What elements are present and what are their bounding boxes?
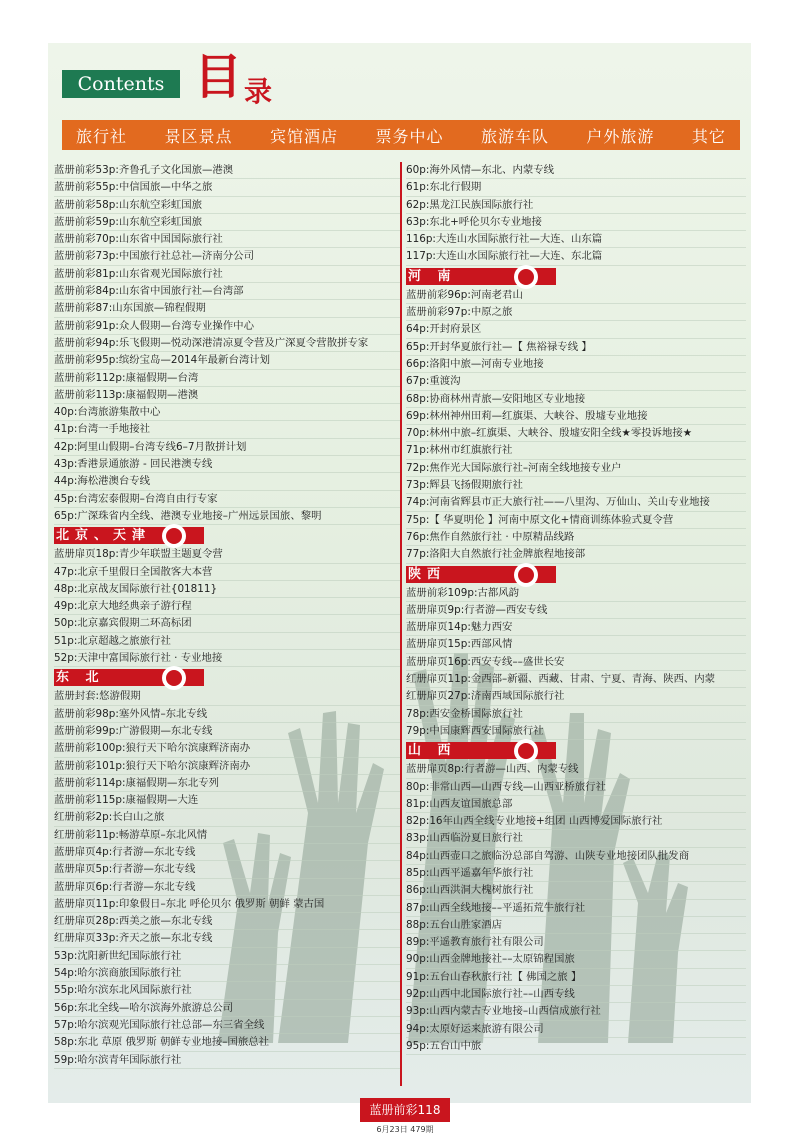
listing-entry[interactable]: 81p:山西友谊国旅总部 xyxy=(406,796,746,813)
listing-entry[interactable]: 42p:阿里山假期–台湾专线6–7月散拼计划 xyxy=(54,439,400,456)
listing-entry[interactable]: 蓝册前彩109p:古都风韵 xyxy=(406,585,746,602)
listing-entry[interactable]: 66p:洛阳中旅—河南专业地接 xyxy=(406,356,746,373)
listing-entry[interactable]: 47p:北京千里假日全国散客大本营 xyxy=(54,564,400,581)
listing-entry[interactable]: 43p:香港景通旅游 - 回民港澳专线 xyxy=(54,456,400,473)
region-header xyxy=(54,668,400,687)
listing-entry[interactable]: 蓝册扉页18p:青少年联盟主题夏令营 xyxy=(54,546,400,563)
region-header-label: 陕西 xyxy=(408,566,447,582)
listing-entry[interactable]: 蓝册前彩59p:山东航空彩虹国旅 xyxy=(54,214,400,231)
listing-entry[interactable]: 84p:山西壶口之旅临汾总部自驾游、山陕专业地接团队批发商 xyxy=(406,848,746,865)
red-circle-icon xyxy=(162,666,186,690)
listing-entry[interactable]: 红册扉页27p:济南西域国际旅行社 xyxy=(406,688,746,705)
region-header xyxy=(406,741,746,760)
listing-entry[interactable]: 58p:东北 草原 俄罗斯 朝鲜专业地接–国旅总社 xyxy=(54,1034,400,1051)
listing-entry[interactable]: 94p:太原好运来旅游有限公司 xyxy=(406,1021,746,1038)
category-tour-coaches[interactable]: 旅游车队 xyxy=(480,126,549,146)
listing-entry[interactable]: 41p:台湾一手地接社 xyxy=(54,421,400,438)
contents-banner: Contents xyxy=(62,70,180,98)
category-other[interactable]: 其它 xyxy=(691,126,726,146)
listing-entry[interactable]: 61p:东北行假期 xyxy=(406,179,746,196)
listing-entry[interactable]: 蓝册前彩91p:众人假期—台湾专业操作中心 xyxy=(54,318,400,335)
listing-entry[interactable]: 蓝册前彩112p:康福假期—台湾 xyxy=(54,370,400,387)
listing-entry[interactable]: 74p:河南省辉县市正大旅行社——八里沟、万仙山、关山专业地接 xyxy=(406,494,746,511)
listing-entry[interactable]: 80p:非常山西—山西专线—山西亚桥旅行社 xyxy=(406,779,746,796)
region-header-label: 北京、天津 xyxy=(56,528,152,544)
listing-entry[interactable]: 72p:焦作光大国际旅行社–河南全线地接专业户 xyxy=(406,460,746,477)
region-header xyxy=(406,267,746,286)
listing-entry[interactable]: 67p:重渡沟 xyxy=(406,373,746,390)
title-lu: 录 xyxy=(244,75,273,108)
right-column xyxy=(406,162,746,1055)
listing-entry[interactable]: 82p:16年山西全线专业地接+组团 山西博爱国际旅行社 xyxy=(406,813,746,830)
region-header-label: 山 西 xyxy=(408,743,457,759)
red-circle-icon xyxy=(514,265,538,289)
listing-entry[interactable]: 87p:山西全线地接––平遥拓荒牛旅行社 xyxy=(406,900,746,917)
listing-entry[interactable]: 蓝册扉页4p:行者游—东北专线 xyxy=(54,844,400,861)
listing-entry[interactable]: 64p:开封府景区 xyxy=(406,321,746,338)
listing-entry[interactable]: 68p:协商林州青旅—安阳地区专业地接 xyxy=(406,391,746,408)
listing-entry[interactable]: 73p:辉县飞扬假期旅行社 xyxy=(406,477,746,494)
title-mu: 目 xyxy=(194,49,243,105)
issue-date: 6月23日 479期 xyxy=(376,1125,434,1134)
listing-entry[interactable]: 55p:哈尔滨东北风国际旅行社 xyxy=(54,982,400,999)
listing-entry[interactable]: 117p:大连山水国际旅行社—大连、东北篇 xyxy=(406,248,746,265)
listing-entry[interactable]: 77p:洛阳大自然旅行社金牌旅程地接部 xyxy=(406,546,746,563)
listing-entry[interactable]: 50p:北京嘉宾假期二环高标团 xyxy=(54,615,400,632)
listing-entry[interactable]: 57p:哈尔滨观光国际旅行社总部—东三省全线 xyxy=(54,1017,400,1034)
listing-entry[interactable]: 63p:东北+呼伦贝尔专业地接 xyxy=(406,214,746,231)
listing-entry[interactable]: 40p:台湾旅游集散中心 xyxy=(54,404,400,421)
listing-entry[interactable]: 蓝册前彩96p:河南老君山 xyxy=(406,287,746,304)
listing-entry[interactable]: 蓝册前彩81p:山东省观光国际旅行社 xyxy=(54,266,400,283)
listing-entry[interactable]: 90p:山西金牌地接社––太原锦程国旅 xyxy=(406,951,746,968)
listing-entry[interactable]: 蓝册扉页5p:行者游—东北专线 xyxy=(54,861,400,878)
listing-entry[interactable]: 红册扉页11p:金西部–新疆、西藏、甘肃、宁夏、青海、陕西、内蒙 xyxy=(406,671,746,688)
listing-entry[interactable]: 45p:台湾宏泰假期–台湾自由行专家 xyxy=(54,491,400,508)
listing-entry[interactable]: 79p:中国康辉西安国际旅行社 xyxy=(406,723,746,740)
listing-entry[interactable]: 53p:沈阳新世纪国际旅行社 xyxy=(54,948,400,965)
listing-entry[interactable]: 65p:开封华夏旅行社—【 焦裕禄专线 】 xyxy=(406,339,746,356)
category-hotels[interactable]: 宾馆酒店 xyxy=(269,126,338,146)
listing-entry[interactable]: 76p:焦作自然旅行社 · 中原精品线路 xyxy=(406,529,746,546)
red-circle-icon xyxy=(162,524,186,548)
listing-entry[interactable]: 52p:天津中富国际旅行社 · 专业地接 xyxy=(54,650,400,667)
category-bar xyxy=(62,120,740,150)
listing-entry[interactable]: 蓝册扉页8p:行者游—山西、内蒙专线 xyxy=(406,761,746,778)
listing-entry[interactable]: 78p:西安金桥国际旅行社 xyxy=(406,706,746,723)
listing-entry[interactable]: 红册扉页33p:齐天之旅—东北专线 xyxy=(54,930,400,947)
region-header-label: 河 南 xyxy=(408,268,457,284)
listing-entry[interactable]: 蓝册前彩73p:中国旅行社总社—济南分公司 xyxy=(54,248,400,265)
listing-entry[interactable]: 蓝册前彩55p:中信国旅—中华之旅 xyxy=(54,179,400,196)
region-header-label: 东 北 xyxy=(56,670,105,686)
listing-entry[interactable]: 60p:海外风情—东北、内蒙专线 xyxy=(406,162,746,179)
listing-entry[interactable]: 蓝册扉页16p:西安专线––盛世长安 xyxy=(406,654,746,671)
page-number-badge: 蓝册前彩118 xyxy=(360,1098,450,1122)
listing-entry[interactable]: 红册前彩11p:畅游草原–东北风情 xyxy=(54,827,400,844)
category-travel-agency[interactable]: 旅行社 xyxy=(76,126,128,146)
listing-entry[interactable]: 蓝册前彩100p:狼行天下哈尔滨康辉济南办 xyxy=(54,740,400,757)
category-scenic-spots[interactable]: 景区景点 xyxy=(164,126,233,146)
listing-entry[interactable]: 蓝册扉页14p:魅力西安 xyxy=(406,619,746,636)
listing-entry[interactable]: 蓝册前彩87:山东国旅—锦程假期 xyxy=(54,300,400,317)
listing-entry[interactable]: 65p:广深珠省内全线、港澳专业地接–广州远景国旅、黎明 xyxy=(54,508,400,525)
listing-entry[interactable]: 蓝册前彩99p:广游假期—东北专线 xyxy=(54,723,400,740)
category-ticketing[interactable]: 票务中心 xyxy=(375,126,444,146)
listing-entry[interactable]: 54p:哈尔滨商旅国际旅行社 xyxy=(54,965,400,982)
listing-entry[interactable]: 蓝册前彩70p:山东省中国国际旅行社 xyxy=(54,231,400,248)
listing-entry[interactable]: 49p:北京大地经典亲子游行程 xyxy=(54,598,400,615)
listing-entry[interactable]: 48p:北京战友国际旅行社{01811} xyxy=(54,581,400,598)
listing-entry[interactable]: 蓝册封套:悠游假期 xyxy=(54,688,400,705)
listing-entry[interactable]: 83p:山西临汾夏日旅行社 xyxy=(406,830,746,847)
listing-entry[interactable]: 88p:五台山胜家酒店 xyxy=(406,917,746,934)
red-circle-icon xyxy=(514,739,538,763)
listing-entry[interactable]: 红册扉页28p:西美之旅—东北专线 xyxy=(54,913,400,930)
listing-entry[interactable]: 93p:山西内蒙古专业地接–山西信成旅行社 xyxy=(406,1003,746,1020)
listing-entry[interactable]: 蓝册前彩98p:塞外风情–东北专线 xyxy=(54,706,400,723)
listing-entry[interactable]: 蓝册扉页6p:行者游—东北专线 xyxy=(54,879,400,896)
listing-entry[interactable]: 蓝册扉页9p:行者游—西安专线 xyxy=(406,602,746,619)
listing-entry[interactable]: 85p:山西平遥嘉年华旅行社 xyxy=(406,865,746,882)
listing-entry[interactable]: 89p:平遥教育旅行社有限公司 xyxy=(406,934,746,951)
red-circle-icon xyxy=(514,563,538,587)
listing-entry[interactable]: 蓝册前彩94p:乐飞假期—悦动深港清凉夏令营及广深夏令营散拼专家 xyxy=(54,335,400,352)
listing-entry[interactable]: 59p:哈尔滨青年国际旅行社 xyxy=(54,1052,400,1069)
listing-entry[interactable]: 95p:五台山中旅 xyxy=(406,1038,746,1055)
region-header xyxy=(54,526,400,545)
listing-entry[interactable]: 86p:山西洪洞大槐树旅行社 xyxy=(406,882,746,899)
column-divider xyxy=(400,162,402,1086)
listing-entry[interactable]: 56p:东北全线—哈尔滨海外旅游总公司 xyxy=(54,1000,400,1017)
listing-entry[interactable]: 蓝册前彩58p:山东航空彩虹国旅 xyxy=(54,197,400,214)
region-header xyxy=(406,565,746,584)
listing-entry[interactable]: 蓝册前彩95p:缤纷宝岛—2014年最新台湾计划 xyxy=(54,352,400,369)
listing-entry[interactable]: 51p:北京超越之旅旅行社 xyxy=(54,633,400,650)
listing-entry[interactable]: 蓝册前彩97p:中原之旅 xyxy=(406,304,746,321)
listing-entry[interactable]: 75p:【 华夏明伦 】河南中原文化+情商训练体验式夏令营 xyxy=(406,512,746,529)
listing-entry[interactable]: 蓝册前彩113p:康福假期—港澳 xyxy=(54,387,400,404)
listing-entry[interactable]: 蓝册前彩115p:康福假期—大连 xyxy=(54,792,400,809)
listing-entry[interactable]: 44p:海松港澳台专线 xyxy=(54,473,400,490)
listing-entry[interactable]: 70p:林州中旅–红旗渠、大峡谷、殷墟安阳全线★零投诉地接★ xyxy=(406,425,746,442)
listing-entry[interactable]: 蓝册扉页15p:西部风情 xyxy=(406,636,746,653)
category-outdoor[interactable]: 户外旅游 xyxy=(586,126,655,146)
left-column xyxy=(54,162,400,1069)
listing-entry[interactable]: 62p:黑龙江民族国际旅行社 xyxy=(406,197,746,214)
listing-entry[interactable]: 116p:大连山水国际旅行社—大连、山东篇 xyxy=(406,231,746,248)
listing-entry[interactable]: 蓝册前彩84p:山东省中国旅行社—台湾部 xyxy=(54,283,400,300)
listing-entry[interactable]: 蓝册前彩101p:狼行天下哈尔滨康辉济南办 xyxy=(54,758,400,775)
listing-entry[interactable]: 92p:山西中北国际旅行社––山西专线 xyxy=(406,986,746,1003)
listing-entry[interactable]: 69p:林州神州田莉—红旗渠、大峡谷、殷墟专业地接 xyxy=(406,408,746,425)
listing-entry[interactable]: 红册前彩2p:长白山之旅 xyxy=(54,809,400,826)
listing-entry[interactable]: 蓝册前彩53p:齐鲁孔子文化国旅—港澳 xyxy=(54,162,400,179)
listing-entry[interactable]: 蓝册扉页11p:印象假日–东北 呼伦贝尔 俄罗斯 朝鲜 蒙古国 xyxy=(54,896,400,913)
listing-entry[interactable]: 蓝册前彩114p:康福假期—东北专列 xyxy=(54,775,400,792)
listing-entry[interactable]: 71p:林州市红旗旅行社 xyxy=(406,442,746,459)
listing-entry[interactable]: 91p:五台山春秋旅行社【 佛国之旅 】 xyxy=(406,969,746,986)
